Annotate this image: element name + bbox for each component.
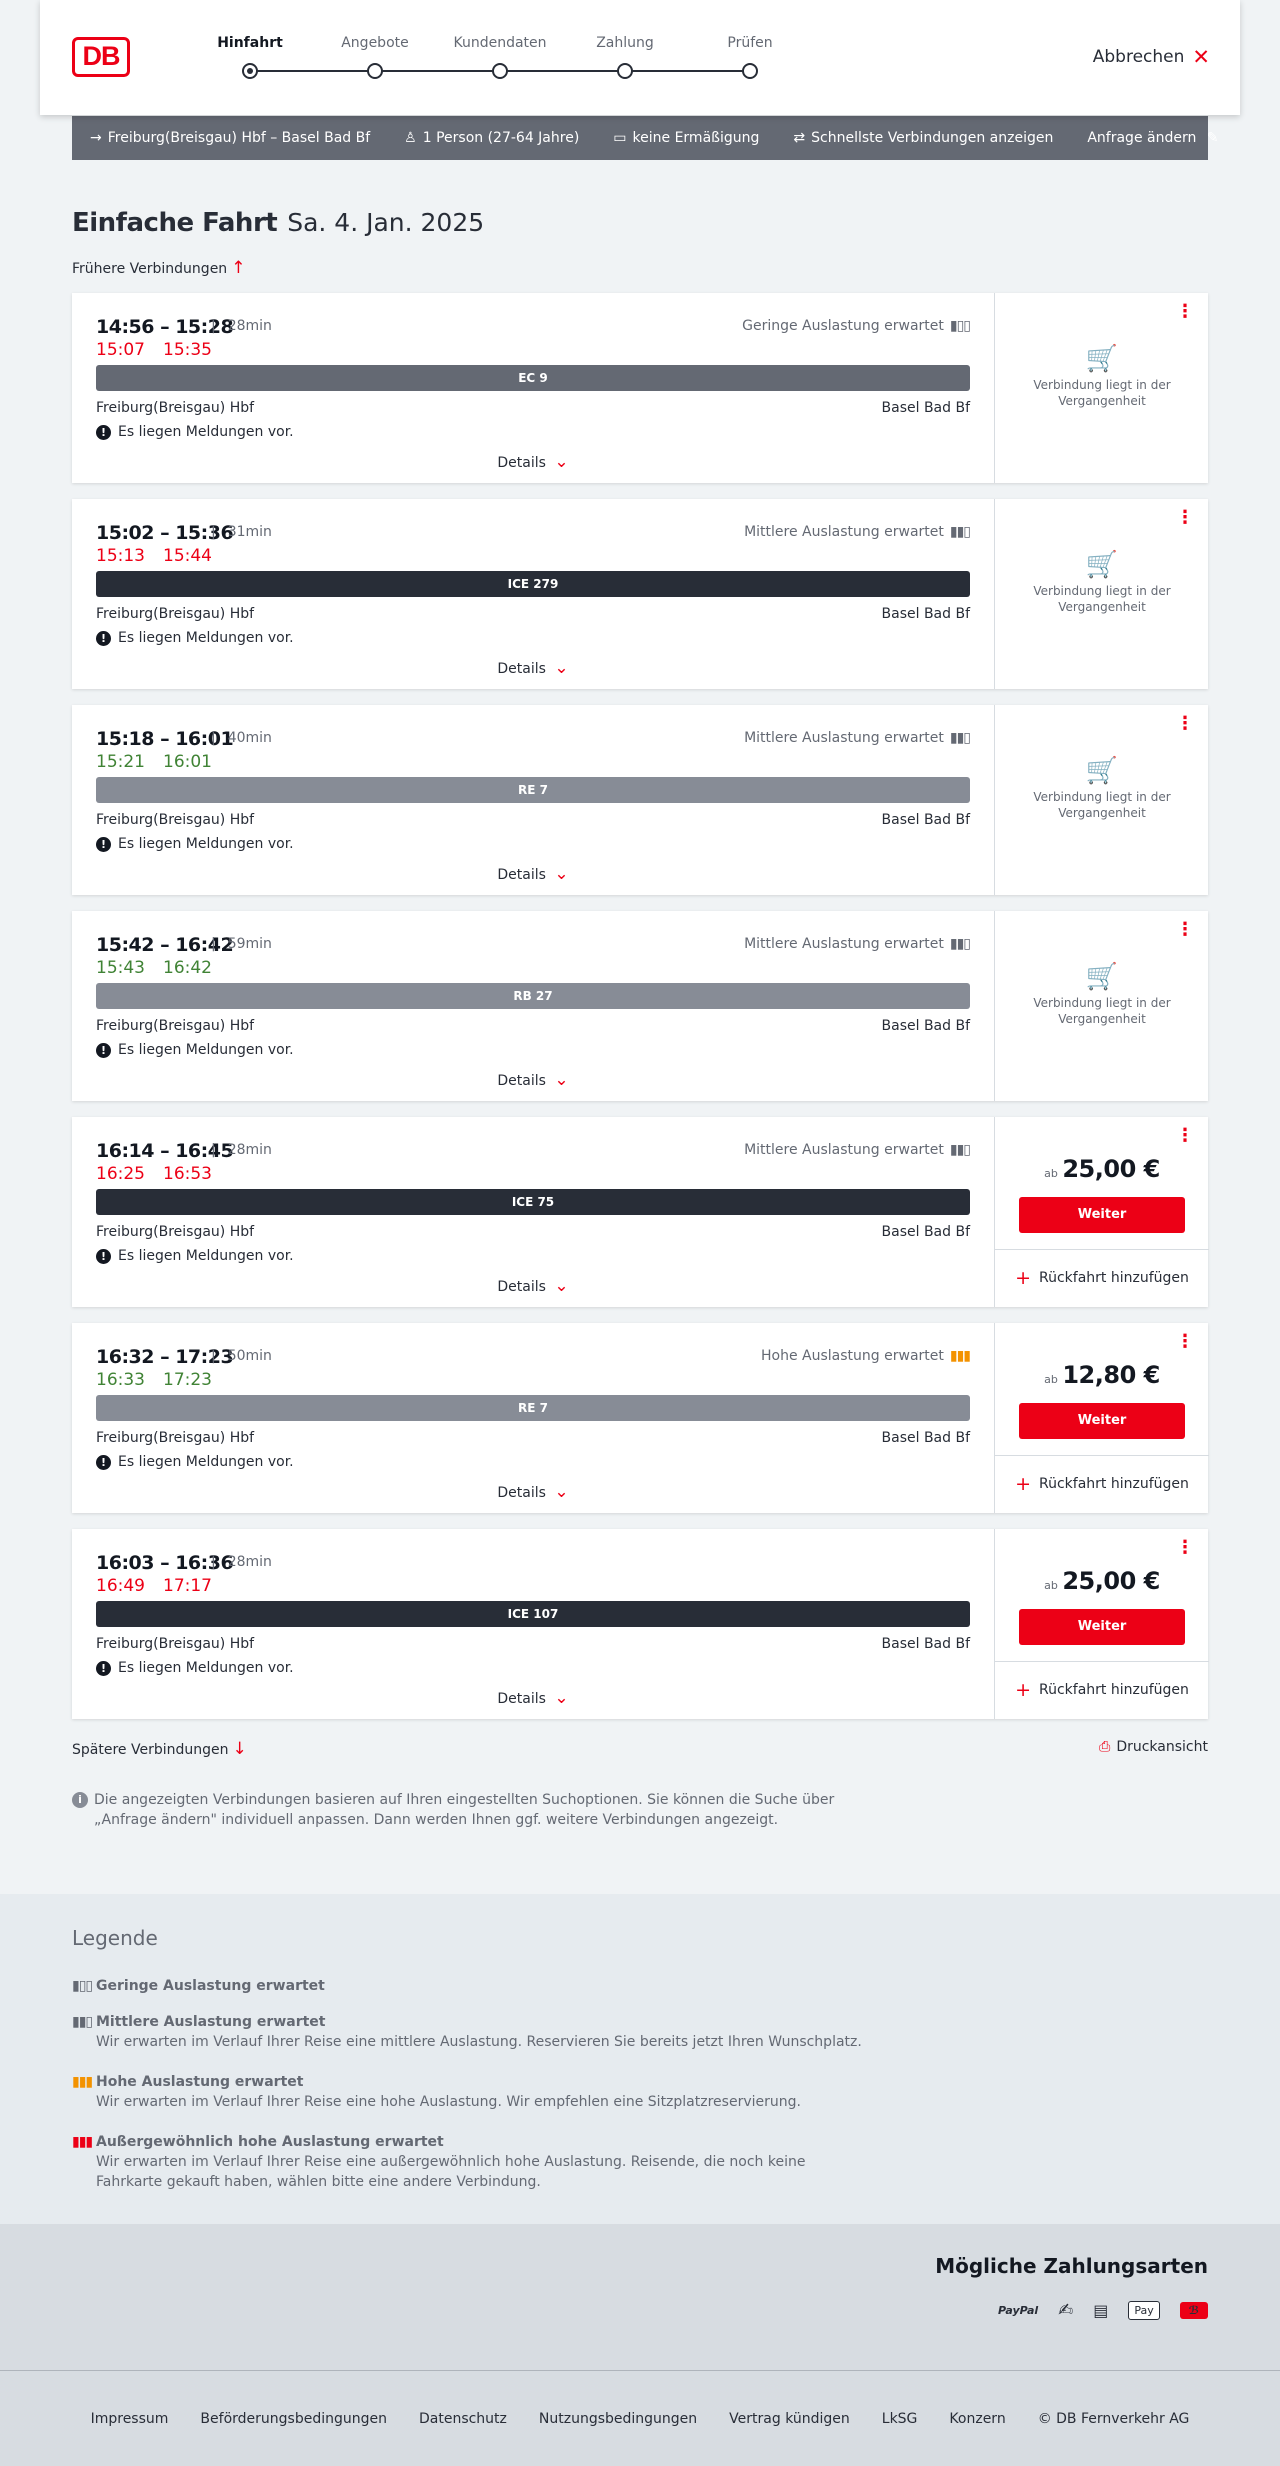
details-label: Details — [497, 455, 546, 471]
info-icon: i — [72, 1792, 88, 1808]
arrival-station: Basel Bad Bf — [881, 812, 970, 828]
connection-info — [72, 1323, 994, 1513]
low-occupancy-icon: ▮▯▯ — [72, 1978, 93, 1994]
occupancy-text: Mittlere Auslastung erwartet — [744, 1142, 944, 1158]
realtime-times — [96, 340, 230, 360]
footer-link[interactable]: Vertrag kündigen — [729, 2411, 850, 2427]
notice-message[interactable] — [96, 1660, 294, 1676]
add-return-button[interactable] — [995, 1661, 1209, 1719]
realtime-arrival: 16:01 — [163, 752, 212, 772]
card-icon: ▭ — [613, 130, 627, 146]
realtime-times — [96, 1370, 230, 1390]
train-bar[interactable]: EC 9 — [96, 365, 970, 391]
notice-message[interactable] — [96, 424, 294, 440]
db-pay-icon: ℬ — [1180, 2302, 1208, 2319]
offer-panel — [994, 705, 1208, 895]
chevron-down-icon: ⌄ — [554, 452, 569, 472]
arrow-right-icon: → — [90, 130, 102, 146]
continue-button[interactable]: Weiter — [1019, 1197, 1185, 1233]
chevron-down-icon: ⌄ — [554, 1070, 569, 1090]
offer-panel — [994, 911, 1208, 1101]
medium-occupancy-icon: ▮▮▯ — [949, 1142, 970, 1158]
trip-type: Einfache Fahrt — [72, 208, 278, 238]
step-dot — [242, 63, 258, 79]
offer-panel — [994, 1117, 1208, 1307]
realtime-departure: 15:43 — [96, 958, 145, 978]
step-label: Hinfahrt — [217, 35, 283, 51]
past-connection-note — [995, 962, 1209, 1027]
notice-text: Es liegen Meldungen vor. — [118, 630, 294, 646]
medium-occupancy-icon: ▮▮▯ — [949, 936, 970, 952]
print-label: Druckansicht — [1116, 1739, 1208, 1755]
departure-station: Freiburg(Breisgau) Hbf — [96, 1636, 255, 1652]
realtime-arrival: 17:17 — [163, 1576, 212, 1596]
footer-link[interactable]: Datenschutz — [418, 2411, 507, 2427]
add-return-label: Rückfahrt hinzufügen — [1039, 1476, 1189, 1492]
legend-item-title: Außergewöhnlich hohe Auslastung erwartet — [96, 2134, 444, 2150]
more-options-icon[interactable]: ⋮ — [1176, 1125, 1194, 1146]
occupancy-text: Geringe Auslastung erwartet — [742, 318, 944, 334]
db-logo[interactable]: DB — [72, 37, 130, 77]
connection-card[interactable] — [72, 1117, 1208, 1307]
paypal-icon: PayPal — [998, 2304, 1039, 2317]
details-label: Details — [497, 661, 546, 677]
occupancy-info — [744, 1142, 970, 1158]
realtime-arrival: 15:44 — [163, 546, 212, 566]
offer-panel — [994, 499, 1208, 689]
train-bar[interactable]: RE 7 — [96, 777, 970, 803]
arrival-station: Basel Bad Bf — [881, 1636, 970, 1652]
departure-station: Freiburg(Breisgau) Hbf — [96, 1430, 255, 1446]
earlier-label: Frühere Verbindungen — [72, 261, 228, 277]
occupancy-info — [744, 524, 970, 540]
realtime-departure: 16:25 — [96, 1164, 145, 1184]
duration: | 31min — [211, 524, 272, 540]
low-occupancy-icon: ▮▯▯ — [949, 318, 970, 334]
later-label: Spätere Verbindungen — [72, 1742, 229, 1758]
offer-panel — [994, 1323, 1208, 1513]
past-text: Verbindung liegt in der Vergangenheit — [1033, 378, 1171, 408]
printer-icon: ⎙ — [1099, 1739, 1111, 1755]
legend-item-text: Wir erwarten im Verlauf Ihrer Reise eine hohe Auslastung. Wir empfehlen eine Sitzplatzreservierung. — [96, 2094, 801, 2110]
legend-section — [0, 1894, 1280, 2224]
legend-item-extreme — [72, 2132, 872, 2192]
medium-occupancy-icon: ▮▮▯ — [949, 524, 970, 540]
occupancy-text: Mittlere Auslastung erwartet — [744, 524, 944, 540]
plus-icon: + — [1015, 1679, 1032, 1701]
occupancy-text: Mittlere Auslastung erwartet — [744, 936, 944, 952]
occupancy-info — [742, 318, 970, 334]
cart-icon: 🛒 — [1085, 550, 1119, 580]
extreme-occupancy-icon: ▮▮▮ — [72, 2134, 93, 2150]
footer-link[interactable]: LkSG — [881, 2411, 918, 2427]
time-range: 14:56 – 15:28 — [96, 316, 234, 338]
step-dot — [742, 63, 758, 79]
step-label: Angebote — [341, 35, 409, 51]
alert-icon: ! — [96, 1043, 111, 1058]
passenger-summary — [404, 130, 579, 146]
time-range: 16:32 – 17:23 — [96, 1346, 234, 1368]
duration: | 59min — [211, 936, 272, 952]
occupancy-info — [744, 730, 970, 746]
price-display — [995, 1567, 1209, 1595]
footer — [0, 2370, 1280, 2466]
step-dot — [492, 63, 508, 79]
occupancy-text: Hohe Auslastung erwartet — [761, 1348, 944, 1364]
duration: | 40min — [211, 730, 272, 746]
more-options-icon[interactable]: ⋮ — [1176, 1537, 1194, 1558]
fastest-summary — [793, 130, 1053, 146]
route-text: Freiburg(Breisgau) Hbf – Basel Bad Bf — [107, 130, 371, 146]
details-toggle[interactable] — [72, 658, 994, 678]
price-value: 25,00 € — [1062, 1155, 1160, 1183]
notice-message[interactable] — [96, 836, 294, 852]
step-angebote[interactable] — [325, 35, 425, 79]
arrival-station: Basel Bad Bf — [881, 1430, 970, 1446]
connection-card[interactable] — [72, 293, 1208, 483]
more-options-icon[interactable]: ⋮ — [1176, 507, 1194, 528]
swap-icon: ⇄ — [793, 130, 806, 146]
details-toggle[interactable] — [72, 452, 994, 472]
notice-text: Es liegen Meldungen vor. — [118, 1454, 294, 1470]
step-label: Prüfen — [727, 35, 773, 51]
later-connections-link[interactable] — [72, 1739, 247, 1759]
pencil-icon: ✎ — [1206, 130, 1219, 146]
offer-panel — [994, 1529, 1208, 1719]
medium-occupancy-icon: ▮▮▯ — [72, 2014, 93, 2030]
alert-icon: ! — [96, 631, 111, 646]
search-summary-bar — [72, 116, 1219, 160]
high-occupancy-icon: ▮▮▮ — [72, 2074, 93, 2090]
time-range: 16:14 – 16:45 — [96, 1140, 234, 1162]
occupancy-text: Mittlere Auslastung erwartet — [744, 730, 944, 746]
details-toggle[interactable] — [72, 1276, 994, 1296]
fastest-text: Schnellste Verbindungen anzeigen — [811, 130, 1054, 146]
medium-occupancy-icon: ▮▮▯ — [949, 730, 970, 746]
cart-icon: 🛒 — [1085, 756, 1119, 786]
step-kundendaten[interactable] — [450, 35, 550, 79]
arrival-station: Basel Bad Bf — [881, 1224, 970, 1240]
connection-info — [72, 911, 994, 1101]
duration: | 28min — [211, 318, 272, 334]
sepa-icon: ▤ — [1093, 2301, 1109, 2320]
cancel-label: Abbrechen — [1092, 47, 1185, 67]
chevron-down-icon: ⌄ — [554, 1482, 569, 1502]
price-value: 25,00 € — [1062, 1567, 1160, 1595]
notice-text: Es liegen Meldungen vor. — [118, 424, 294, 440]
connection-info — [72, 705, 994, 895]
info-text: Die angezeigten Verbindungen basieren auf Ihren eingestellten Suchoptionen. Sie können die Suche über „Anfrage ändern" individuell anpassen. Dann werden Ihnen ggf. weitere Verbindungen angezeigt. — [94, 1792, 835, 1828]
more-options-icon[interactable]: ⋮ — [1176, 301, 1194, 322]
realtime-times — [96, 546, 230, 566]
realtime-times — [96, 958, 230, 978]
alert-icon: ! — [96, 425, 111, 440]
step-dot — [367, 63, 383, 79]
cart-icon: 🛒 — [1085, 344, 1119, 374]
footer-link[interactable]: Beförderungsbedingungen — [200, 2411, 387, 2427]
chevron-down-icon: ⌄ — [554, 658, 569, 678]
realtime-times — [96, 752, 230, 772]
details-label: Details — [497, 1691, 546, 1707]
train-bar[interactable]: RE 7 — [96, 1395, 970, 1421]
train-bar[interactable]: ICE 75 — [96, 1189, 970, 1215]
step-label: Kundendaten — [453, 35, 547, 51]
offer-panel — [994, 293, 1208, 483]
footer-link[interactable]: Impressum — [90, 2411, 169, 2427]
price-display — [995, 1361, 1209, 1389]
add-return-label: Rückfahrt hinzufügen — [1039, 1270, 1189, 1286]
notice-message[interactable] — [96, 1454, 294, 1470]
discount-summary — [613, 130, 759, 146]
chevron-down-icon: ⌄ — [554, 1276, 569, 1296]
continue-button[interactable]: Weiter — [1019, 1403, 1185, 1439]
legend-item-low — [72, 1976, 872, 1996]
payment-methods-section — [0, 2224, 1280, 2370]
more-options-icon[interactable]: ⋮ — [1176, 1331, 1194, 1352]
legend-item-text: Wir erwarten im Verlauf Ihrer Reise eine außergewöhnlich hohe Auslastung. Reisende, die noch keine Fahrkarte gekauft haben, wählen bitte eine andere Verbindung. — [96, 2154, 806, 2190]
travel-date: Sa. 4. Jan. 2025 — [287, 208, 485, 237]
close-icon: ✕ — [1192, 45, 1210, 69]
realtime-departure: 16:49 — [96, 1576, 145, 1596]
info-note — [72, 1790, 842, 1830]
duration: | 28min — [211, 1554, 272, 1570]
details-toggle[interactable] — [72, 1688, 994, 1708]
past-connection-note — [995, 344, 1209, 409]
realtime-times — [96, 1164, 230, 1184]
time-range: 15:02 – 15:36 — [96, 522, 234, 544]
footer-link[interactable]: Nutzungsbedingungen — [538, 2411, 698, 2427]
credit-card-icon: ✍ — [1058, 2300, 1074, 2321]
passenger-text: 1 Person (27-64 Jahre) — [422, 130, 580, 146]
connection-card[interactable] — [72, 911, 1208, 1101]
earlier-connections-link[interactable] — [72, 258, 245, 278]
more-options-icon[interactable]: ⋮ — [1176, 713, 1194, 734]
departure-station: Freiburg(Breisgau) Hbf — [96, 1224, 255, 1240]
add-return-button[interactable] — [995, 1455, 1209, 1513]
continue-button[interactable]: Weiter — [1019, 1609, 1185, 1645]
notice-text: Es liegen Meldungen vor. — [118, 1660, 294, 1676]
realtime-departure: 15:21 — [96, 752, 145, 772]
realtime-arrival: 16:42 — [163, 958, 212, 978]
arrival-station: Basel Bad Bf — [881, 606, 970, 622]
details-label: Details — [497, 1485, 546, 1501]
person-icon: ♙ — [404, 130, 417, 146]
notice-message[interactable] — [96, 1248, 294, 1264]
step-zahlung[interactable] — [575, 35, 675, 79]
notice-message[interactable] — [96, 630, 294, 646]
add-return-label: Rückfahrt hinzufügen — [1039, 1682, 1189, 1698]
price-display — [995, 1155, 1209, 1183]
arrival-station: Basel Bad Bf — [881, 1018, 970, 1034]
realtime-arrival: 17:23 — [163, 1370, 212, 1390]
change-search-label: Anfrage ändern — [1087, 130, 1197, 146]
price-prefix: ab — [1044, 1167, 1058, 1180]
details-toggle[interactable] — [72, 864, 994, 884]
connection-card[interactable] — [72, 705, 1208, 895]
alert-icon: ! — [96, 1455, 111, 1470]
details-toggle[interactable] — [72, 1482, 994, 1502]
progress-steps — [210, 35, 773, 85]
notice-message[interactable] — [96, 1042, 294, 1058]
cancel-button[interactable] — [1093, 45, 1210, 69]
price-prefix: ab — [1044, 1373, 1058, 1386]
notice-text: Es liegen Meldungen vor. — [118, 1248, 294, 1264]
chevron-down-icon: ⌄ — [554, 1688, 569, 1708]
departure-station: Freiburg(Breisgau) Hbf — [96, 606, 255, 622]
connection-card[interactable] — [72, 1529, 1208, 1719]
details-label: Details — [497, 1279, 546, 1295]
alert-icon: ! — [96, 1661, 111, 1676]
realtime-arrival: 15:35 — [163, 340, 212, 360]
route-summary — [90, 130, 370, 146]
change-search-button[interactable] — [1087, 130, 1224, 146]
legend-item-high — [72, 2072, 872, 2112]
notice-text: Es liegen Meldungen vor. — [118, 1042, 294, 1058]
realtime-departure: 15:13 — [96, 546, 145, 566]
step-hinfahrt[interactable] — [200, 35, 300, 79]
price-value: 12,80 € — [1062, 1361, 1160, 1389]
past-text: Verbindung liegt in der Vergangenheit — [1033, 996, 1171, 1026]
connection-info — [72, 293, 994, 483]
duration: | 28min — [211, 1142, 272, 1158]
train-bar[interactable]: ICE 107 — [96, 1601, 970, 1627]
connection-card[interactable] — [72, 499, 1208, 689]
legend-item-title: Geringe Auslastung erwartet — [96, 1978, 325, 1994]
legend-item-text: Wir erwarten im Verlauf Ihrer Reise eine mittlere Auslastung. Reservieren Sie bereits jetzt Ihren Wunschplatz. — [96, 2034, 862, 2050]
connection-card[interactable] — [72, 1323, 1208, 1513]
details-label: Details — [497, 867, 546, 883]
connection-info — [72, 1117, 994, 1307]
time-range: 16:03 – 16:36 — [96, 1552, 234, 1574]
realtime-times — [96, 1576, 230, 1596]
train-bar[interactable]: ICE 279 — [96, 571, 970, 597]
notice-text: Es liegen Meldungen vor. — [118, 836, 294, 852]
details-toggle[interactable] — [72, 1070, 994, 1090]
connection-info — [72, 499, 994, 689]
arrival-station: Basel Bad Bf — [881, 400, 970, 416]
past-text: Verbindung liegt in der Vergangenheit — [1033, 584, 1171, 614]
footer-links — [0, 2411, 1280, 2427]
step-dot — [617, 63, 633, 79]
cart-icon: 🛒 — [1085, 962, 1119, 992]
payment-icons — [998, 2300, 1208, 2321]
time-range: 15:18 – 16:01 — [96, 728, 234, 750]
add-return-button[interactable] — [995, 1249, 1209, 1307]
past-connection-note — [995, 756, 1209, 821]
print-view-link[interactable] — [1095, 1739, 1208, 1755]
discount-text: keine Ermäßigung — [632, 130, 760, 146]
apple-pay-icon: Pay — [1128, 2301, 1159, 2320]
realtime-departure: 15:07 — [96, 340, 145, 360]
legend-item-title: Mittlere Auslastung erwartet — [96, 2014, 326, 2030]
departure-station: Freiburg(Breisgau) Hbf — [96, 1018, 255, 1034]
step-pruefen[interactable] — [700, 35, 800, 79]
chevron-down-icon: ⌄ — [554, 864, 569, 884]
arrow-down-icon: ↓ — [232, 1739, 247, 1759]
arrow-up-icon: ↑ — [231, 258, 246, 278]
plus-icon: + — [1015, 1473, 1032, 1495]
occupancy-info — [744, 936, 970, 952]
train-bar[interactable]: RB 27 — [96, 983, 970, 1009]
checkout-header — [40, 0, 1240, 115]
payment-title: Mögliche Zahlungsarten — [935, 2254, 1208, 2278]
departure-station: Freiburg(Breisgau) Hbf — [96, 400, 255, 416]
past-text: Verbindung liegt in der Vergangenheit — [1033, 790, 1171, 820]
occupancy-info — [761, 1348, 970, 1364]
footer-link[interactable]: © DB Fernverkehr AG — [1037, 2411, 1190, 2427]
legend-title: Legende — [72, 1926, 158, 1950]
realtime-arrival: 16:53 — [163, 1164, 212, 1184]
high-occupancy-icon: ▮▮▮ — [949, 1348, 970, 1364]
more-options-icon[interactable]: ⋮ — [1176, 919, 1194, 940]
legend-item-medium — [72, 2012, 872, 2052]
footer-link[interactable]: Konzern — [949, 2411, 1006, 2427]
legend-item-title: Hohe Auslastung erwartet — [96, 2074, 304, 2090]
past-connection-note — [995, 550, 1209, 615]
plus-icon: + — [1015, 1267, 1032, 1289]
alert-icon: ! — [96, 837, 111, 852]
price-prefix: ab — [1044, 1579, 1058, 1592]
time-range: 15:42 – 16:42 — [96, 934, 234, 956]
realtime-departure: 16:33 — [96, 1370, 145, 1390]
departure-station: Freiburg(Breisgau) Hbf — [96, 812, 255, 828]
page-title — [72, 208, 484, 238]
connection-info — [72, 1529, 994, 1719]
alert-icon: ! — [96, 1249, 111, 1264]
details-label: Details — [497, 1073, 546, 1089]
duration: | 50min — [211, 1348, 272, 1364]
step-label: Zahlung — [596, 35, 654, 51]
